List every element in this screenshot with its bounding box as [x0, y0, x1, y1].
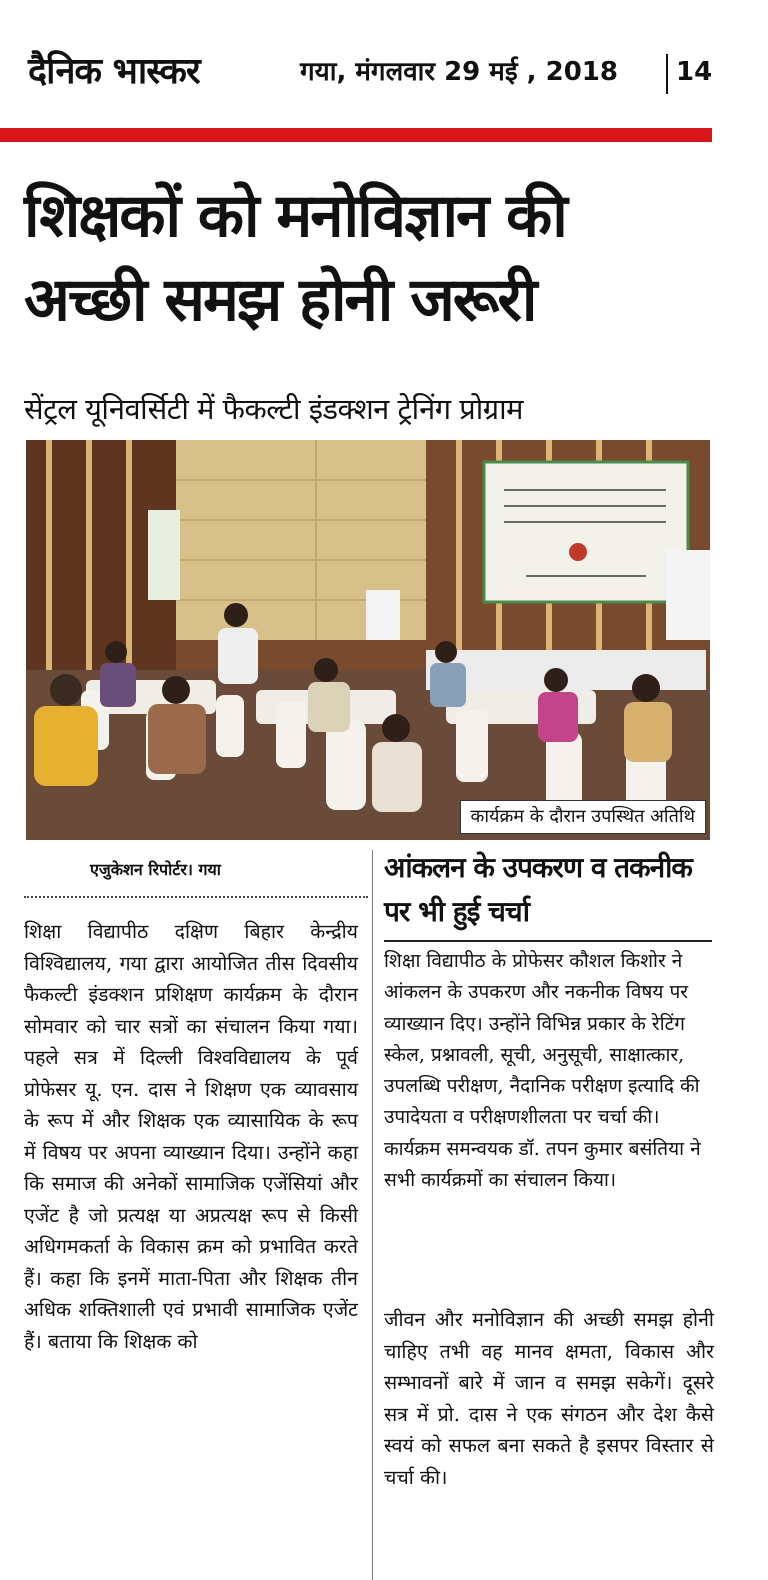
sidebar-body: शिक्षा विद्यापीठ के प्रोफेसर कौशल किशोर ने आंकलन के उपकरण और नकनीक विषय पर व्याख्यान दिए। उन्होंने विभिन्न प्रकार के रेटिंग स्केल, प्रश्नावली, सूची, अनुसूची, साक्षात्कार, उपलब्धि परीक्षण, नैदानिक परीक्षण इत्यादि की उपादेयता व परीक्षणशीलता पर चर्चा की। कार्यक्रम समन्वयक डॉ. तपन कुमार बसंतिया ने सभी कार्यक्रमों का संचालन किया।	[384, 950, 701, 1192]
headline-line-1: शिक्षकों को मनोविज्ञान की	[24, 181, 566, 251]
byline: एजुकेशन रिपोर्टर। गया	[90, 860, 221, 879]
byline-dotted-rule	[24, 896, 368, 898]
article-body-right: जीवन और मनोविज्ञान की अच्छी समझ होनी चाहिए तभी वह मानव क्षमता, विकास और सम्भावनों बारे में जान व समझ सकेगें। दूसरे सत्र में प्रो. दास ने एक संगठन और देश कैसे स्वयं को सफल बना सकते है इसपर विस्तार से चर्चा की।	[384, 1308, 714, 1489]
dateline: गया, मंगलवार 29 मई , 2018	[300, 57, 618, 87]
page-number: 14	[676, 57, 713, 87]
column-divider	[372, 850, 373, 1580]
headline	[24, 174, 714, 342]
article-body-left: शिक्षा विद्यापीठ दक्षिण बिहार केन्द्रीय विश्विद्यालय, गया द्वारा आयोजित तीस दिवसीय फैकल्टी इंडक्शन प्रशिक्षण कार्यक्रम के दौरान सोमवार को चार सत्रों का संचालन किया गया। पहले सत्र में दिल्ली विश्वविद्यालय के पूर्व प्रोफेसर यू. एन. दास ने शिक्षण एक व्यावसाय के रूप में और शिक्षक एक व्यासायिक के रूप में विषय पर अपना व्याख्यान दिया। उन्होंने कहा कि समाज की अनेकों सामाजिक एजेंसियां और एजेंट है जो प्रत्यक्ष या अप्रत्यक्ष रूप से किसी अधिगमकर्ता के विकास क्रम को प्रभावित करते हैं। कहा कि इनमें माता-पिता और शिक्षक तीन अधिक शक्तिशाली एवं प्रभावी सामाजिक एजेंट हैं। बताया कि शिक्षक को	[24, 920, 358, 1353]
subheadline: सेंट्रल यूनिवर्सिटी में फैकल्टी इंडक्शन ट्रेनिंग प्रोग्राम	[24, 392, 523, 426]
header-rule	[0, 128, 712, 142]
seminar-photo-illustration	[26, 440, 710, 840]
headline-line-2: अच्छी समझ होनी जरूरी	[24, 265, 536, 335]
page-divider	[666, 54, 668, 94]
sidebar-heading: आंकलन के उपकरण व तकनीक पर भी हुई चर्चा	[384, 851, 692, 928]
photo-caption: कार्यक्रम के दौरान उपस्थित अतिथि	[460, 800, 706, 834]
sidebar-rule	[384, 940, 712, 942]
newspaper-logo: दैनिक भास्कर	[28, 51, 200, 92]
article-photo	[26, 440, 710, 840]
masthead	[28, 44, 718, 100]
